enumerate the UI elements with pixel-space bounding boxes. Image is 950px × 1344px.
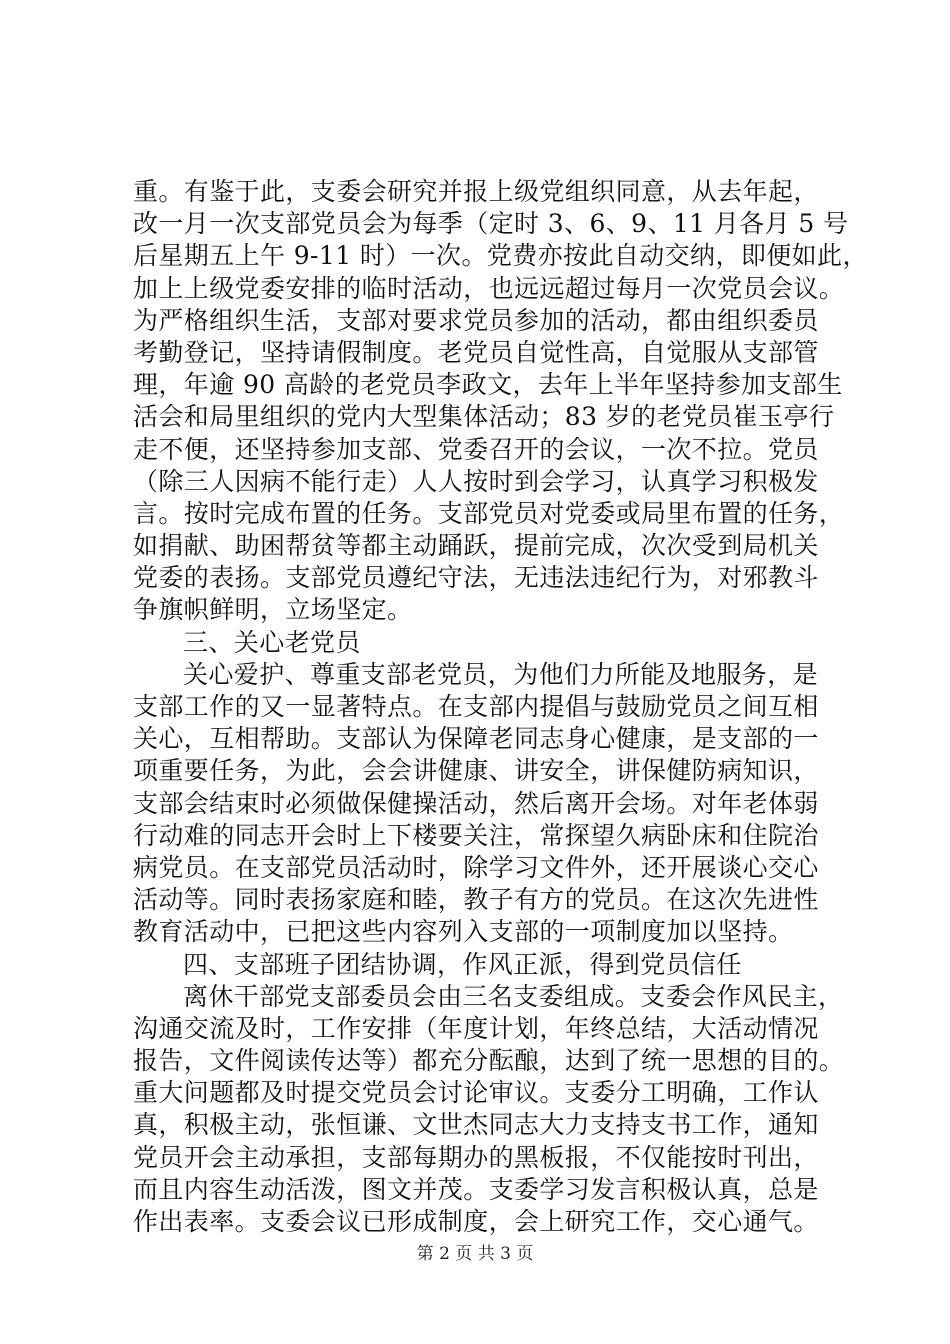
body-text-line: 争旗帜鲜明，立场坚定。 (133, 595, 413, 625)
body-text-line: 沟通交流及时，工作安排（年度计划，年终总结，大活动情况 (133, 1013, 819, 1043)
body-text-line: 如捐献、助困帮贫等都主动踊跃，提前完成，次次受到局机关 (133, 531, 819, 561)
body-text-line: 党委的表扬。支部党员遵纪守法，无违法违纪行为，对邪教斗 (133, 563, 819, 593)
body-text-line: 报告，文件阅读传达等）都充分酝酿，达到了统一思想的目的。 (133, 1046, 845, 1076)
paragraph-first-line: 离休干部党支部委员会由三名支委组成。支委会作风民主， (183, 981, 844, 1011)
body-text-line: 活会和局里组织的党内大型集体活动；83 岁的老党员崔玉亭行 (133, 402, 835, 432)
body-text-line: 教育活动中，已把这些内容列入支部的一项制度加以坚持。 (133, 917, 794, 947)
body-text-line: 加上上级党委安排的临时活动，也远远超过每月一次党员会议。 (133, 273, 845, 303)
body-text-line: 活动等。同时表扬家庭和睦，教子有方的党员。在这次先进性 (133, 885, 819, 915)
body-text-line: 支部会结束时必须做保健操活动，然后离开会场。对年老体弱 (133, 788, 819, 818)
body-text-line: 理，年逾 90 高龄的老党员李政文，去年上半年坚持参加支部生 (133, 370, 843, 400)
body-text-line: 项重要任务，为此，会会讲健康、讲安全，讲保健防病知识， (133, 756, 819, 786)
paragraph-first-line: 关心爱护、尊重支部老党员，为他们力所能及地服务，是 (183, 659, 819, 689)
body-text-line: 而且内容生动活泼，图文并茂。支委学习发言积极认真，总是 (133, 1174, 819, 1204)
body-text-line: 重大问题都及时提交党员会讨论审议。支委分工明确，工作认 (133, 1078, 819, 1108)
body-text-line: 改一月一次支部党员会为每季（定时 3、6、9、11 月各月 5 号 (133, 209, 849, 239)
body-text-line: 后星期五上午 9-11 时）一次。党费亦按此自动交纳，即便如此， (133, 241, 868, 271)
body-text-line: 走不便，还坚持参加支部、党委召开的会议，一次不拉。党员 (133, 434, 819, 464)
page-number-footer: 第 2 页 共 3 页 (416, 1244, 534, 1264)
section-heading: 四、支部班子团结协调，作风正派，得到党员信任 (183, 949, 742, 979)
body-text-line: 言。按时完成布置的任务。支部党员对党委或局里布置的任务， (133, 498, 845, 528)
body-text-line: 病党员。在支部党员活动时，除学习文件外，还开展谈心交心 (133, 852, 819, 882)
body-text-line: 真，积极主动，张恒谦、文世杰同志大力支持支书工作，通知 (133, 1110, 819, 1140)
section-heading: 三、关心老党员 (183, 627, 361, 657)
body-text-line: 行动难的同志开会时上下楼要关注，常探望久病卧床和住院治 (133, 820, 819, 850)
body-text-line: （除三人因病不能行走）人人按时到会学习，认真学习积极发 (133, 466, 819, 496)
body-text-line: 重。有鉴于此，支委会研究并报上级党组织同意，从去年起， (133, 177, 819, 206)
body-text-line: 支部工作的又一显著特点。在支部内提倡与鼓励党员之间互相 (133, 692, 819, 721)
body-text-line: 为严格组织生活，支部对要求党员参加的活动，都由组织委员 (133, 305, 819, 335)
body-text-line: 作出表率。支委会议已形成制度，会上研究工作，交心通气。 (133, 1207, 819, 1236)
document-body (133, 176, 868, 1238)
body-text-line: 党员开会主动承担，支部每期办的黑板报，不仅能按时刊出， (133, 1142, 819, 1172)
body-text-line: 关心，互相帮助。支部认为保障老同志身心健康，是支部的一 (133, 724, 819, 754)
body-text-line: 考勤登记，坚持请假制度。老党员自觉性高，自觉服从支部管 (133, 337, 819, 367)
